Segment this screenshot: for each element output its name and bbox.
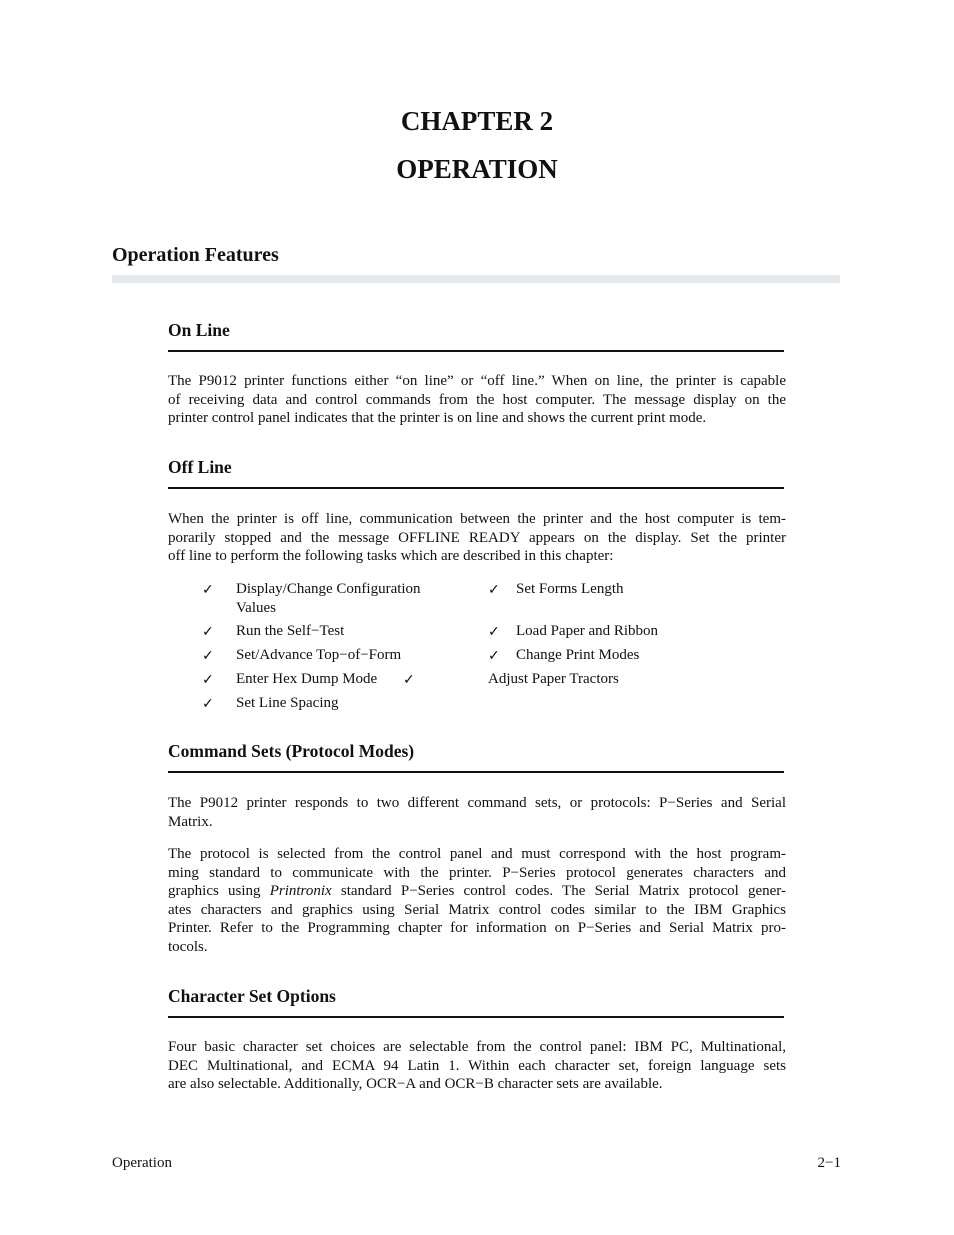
- text-line: Printer. Refer to the Programming chapter for information on P−Series and Serial Matrix pro-: [168, 920, 786, 937]
- checkmark-icon: ✓: [488, 649, 500, 664]
- text-line: The protocol is selected from the control panel and must correspond with the host program-: [168, 846, 786, 862]
- text-line: When the printer is off line, communication between the printer and the host computer is tem-: [168, 511, 786, 527]
- text-line: DEC Multinational, and ECMA 94 Latin 1. Within each character set, foreign language sets: [168, 1057, 786, 1074]
- checkmark-icon: ✓: [488, 625, 500, 640]
- command-sets-paragraph-2: [168, 845, 786, 957]
- task-item: Run the Self−Test: [236, 623, 345, 639]
- on-line-paragraph: [168, 372, 786, 428]
- text-line: off line to perform the following tasks which are described in this chapter:: [168, 548, 614, 565]
- checkmark-icon: ✓: [202, 625, 214, 640]
- text-run: standard P−Series control codes. The Serial Matrix protocol gener-: [331, 883, 786, 900]
- text-line: porarily stopped and the message OFFLINE READY appears on the display. Set the printer: [168, 529, 786, 546]
- text-line: [168, 882, 786, 901]
- section-divider-bar: [112, 275, 840, 283]
- text-line: The P9012 printer functions either “on line” or “off line.” When on line, the printer is capable: [168, 373, 786, 389]
- task-item: Change Print Modes: [516, 647, 640, 663]
- character-sets-heading: Character Set Options: [168, 986, 336, 1006]
- off-line-rule: [168, 487, 784, 489]
- page-number: 2−1: [817, 1155, 841, 1171]
- text-line: The P9012 printer responds to two different command sets, or protocols: P−Series and Serial: [168, 795, 786, 811]
- task-item: Display/Change Configuration: [236, 581, 421, 597]
- text-line: ming standard to communicate with the printer. P−Series protocol generates characters and: [168, 864, 786, 881]
- command-sets-rule: [168, 771, 784, 773]
- brand-name: Printronix: [269, 883, 332, 900]
- chapter-name: OPERATION: [396, 154, 558, 184]
- character-sets-rule: [168, 1016, 784, 1018]
- text-line: Four basic character set choices are selectable from the control panel: IBM PC, Multinational,: [168, 1039, 786, 1055]
- off-line-heading: Off Line: [168, 457, 232, 477]
- checkmark-icon: ✓: [403, 673, 415, 688]
- off-line-paragraph: [168, 510, 786, 566]
- task-item: Adjust Paper Tractors: [488, 671, 619, 687]
- task-item: Set/Advance Top−of−Form: [236, 647, 402, 663]
- text-line: are also selectable. Additionally, OCR−A and OCR−B character sets are available.: [168, 1076, 663, 1093]
- checkmark-icon: ✓: [488, 583, 500, 598]
- checkmark-icon: ✓: [202, 649, 214, 664]
- checkmark-icon: ✓: [202, 673, 214, 688]
- text-line: Matrix.: [168, 813, 213, 830]
- task-item: Load Paper and Ribbon: [516, 623, 659, 639]
- character-sets-paragraph: [168, 1038, 786, 1094]
- text-line: tocols.: [168, 938, 208, 955]
- on-line-heading: On Line: [168, 320, 230, 340]
- command-sets-paragraph-1: [168, 794, 786, 831]
- chapter-label: CHAPTER 2: [400, 106, 554, 136]
- text-line: ates characters and graphics using Serial Matrix control codes similar to the IBM Graphics: [168, 901, 786, 918]
- text-line: printer control panel indicates that the printer is on line and shows the current print mode.: [168, 410, 707, 427]
- checkmark-icon: ✓: [202, 697, 214, 712]
- checkmark-icon: ✓: [202, 583, 214, 598]
- text-line: of receiving data and control commands from the host computer. The message display on the: [168, 391, 786, 408]
- command-sets-heading: Command Sets (Protocol Modes): [168, 741, 415, 761]
- footer-section-name: Operation: [112, 1155, 172, 1171]
- task-item: Set Forms Length: [516, 581, 624, 597]
- section-title: Operation Features: [112, 244, 279, 266]
- on-line-rule: [168, 350, 784, 352]
- task-item: Enter Hex Dump Mode: [236, 671, 378, 687]
- text-run: graphics using: [168, 883, 270, 900]
- task-item: Set Line Spacing: [236, 695, 339, 711]
- task-item: Values: [236, 600, 276, 616]
